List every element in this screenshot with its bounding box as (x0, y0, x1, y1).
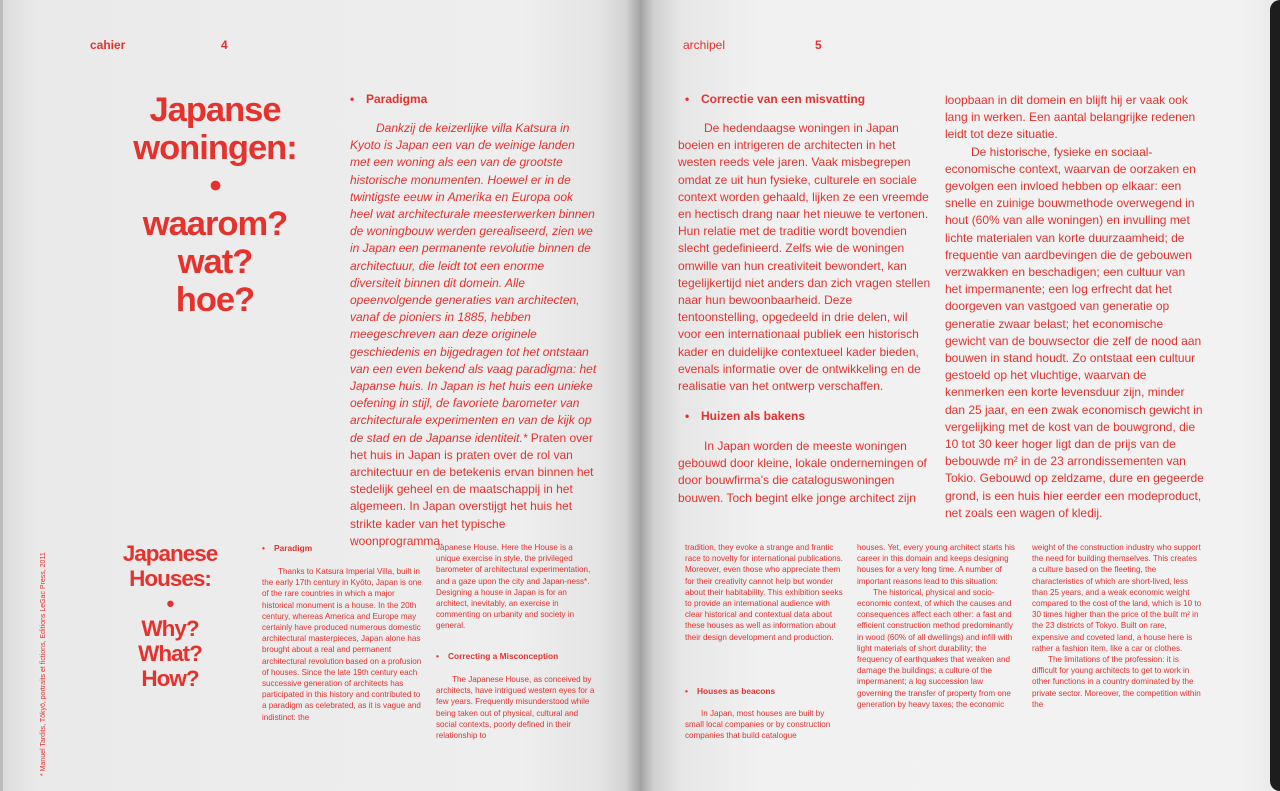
english-paragraph: tradition, they evoke a strange and frantic race to novelty for international publications. Moreover, even those who appreciate them for their creativity cannot help but wonder about their habitability. This exhibition seeks to provide an international audience with clear historical and contextual data about these houses as well as information about their design development and production. (685, 543, 843, 642)
running-header-section: cahier (90, 38, 126, 52)
page-number: 5 (815, 38, 822, 52)
body-paragraph: loopbaan in dit domein en blijft hij er vaak ook lang in werken. Een aantal belangrijke redenen leidt tot deze situatie. (945, 93, 1196, 142)
correctie-body (678, 120, 932, 395)
page-number: 4 (221, 38, 228, 52)
english-column-5 (1032, 542, 1202, 710)
english-heading-beacons: • Houses as beacons (685, 686, 776, 696)
title-line: Houses: (129, 566, 211, 591)
english-column-3-continued (685, 708, 845, 742)
right-page (640, 0, 1280, 791)
paradigma-text: Praten over het huis in Japan is praten over de rol van architectuur en de betekenis ervan binnen het stedelijk geheel en de maatschappij in het algemeen. In Japan overstijgt het huis het strikte kader van het typische woonprogramma. (350, 430, 594, 548)
body-paragraph: De hedendaagse woningen in Japan boeien en intrigeren de architecten in het westen reeds vele jaren. Vaak misbegrepen omdat ze uit hun fysieke, culturele en sociale context worden gehaald, lijken ze een vreemde en hectisch drang naar het nieuwe te vertonen. Hun relatie met de traditie wordt bovendien slecht gedefinieerd. Zelfs wie de woningen omwille van hun creativiteit bewondert, kan tegelijkertijd niet anders dan zich vragen stellen naar hun bewoonbaarheid. Deze tentoonstelling, opgedeeld in drie delen, wil voor een internationaal publiek een historisch kader en duidelijke contextueel kader bieden, evenals informatie over de ontwikkeling en de realisatie van het ontwerp verschaffen. (678, 121, 931, 394)
magazine-edge (1270, 0, 1280, 791)
english-paragraph: Japanese House. Here the House is a unique exercise in style, the privileged barometer of architectural experimentation, and a gaze upon the city and Japan-ness*. Designing a house in Japan is for an architect, inevitably, an exercise in commenting on urbanity and society in general. (436, 543, 591, 631)
english-paragraph: weight of the construction industry who support the need for building themselves. This creates a culture based on the fleeting, the characteristics of which are short-lived, less than 25 years, and a weak economic weight compared to the cost of the land, which is 10 to 30 times higher than the price of the built m² in the 23 districts of Tokyo. Built on rare, expensive and coveted land, a house here is rather a fashion item, like a car or clothes. (1032, 543, 1202, 653)
title-english (100, 541, 240, 691)
english-column-2 (436, 542, 596, 632)
title-line: Japanse (149, 91, 281, 129)
title-line: Japanese (122, 541, 218, 566)
page-edge (0, 0, 3, 791)
bakens-body (678, 438, 932, 507)
title-line: wat? (177, 243, 253, 281)
english-heading-paradigm: • Paradigm (262, 543, 313, 553)
title-line: What? (138, 641, 202, 666)
book-spine-shadow (626, 0, 654, 791)
section-heading-paradigma: • Paradigma (350, 92, 428, 106)
english-paragraph: The limitations of the profession: it is difficult for young architects to get to work in other functions in a country dominated by the private sector. Moreover, the competition within the (1032, 655, 1201, 709)
title-line: woningen: (133, 129, 297, 167)
title-line: Why? (141, 616, 199, 641)
english-paragraph: houses. Yet, every young architect starts his career in this domain and keeps designing houses for a very long time. A number of important reasons lead to this situation: (857, 543, 1015, 586)
english-column-1 (262, 566, 422, 723)
dutch-column-2 (945, 92, 1205, 522)
title-line: waarom? (142, 205, 288, 243)
title-line: How? (141, 666, 199, 691)
paradigma-body (350, 120, 598, 550)
title-line: hoe? (175, 281, 255, 319)
running-header-section: archipel (683, 38, 726, 52)
section-heading-bakens: • Huizen als bakens (685, 409, 806, 423)
title-bullet: • (209, 167, 221, 205)
title-bullet: • (166, 591, 174, 616)
paradigma-intro-italic: Dankzij de keizerlijke villa Katsura in Kyoto is Japan een van de weinige landen met een woning als een van de grootste historische monumenten. Hoewel er in de twintigste eeuw in Amerika en Europa ook heel wat architecturale meesterwerken binnen de woningbouw werden gerealiseerd, zien we in Japan een permanente revolutie binnen de architectuur, die leidt tot een enorme diversiteit binnen dit domein. Alle opeenvolgende generaties van architecten, vanaf de pioniers in 1885, hebben meegeschreven aan deze originele geschiedenis en bijgedragen tot het ontstaan van een even bekend als vaag paradigma: het Japanse huis. In Japan is het huis een unieke oefening in stijl, de favoriete barometer van architecturale experimenten en van de kijk op de stad en de Japanse identiteit.* (350, 121, 597, 445)
english-heading-misconception: • Correcting a Misconception (436, 651, 559, 661)
section-heading-correctie: • Correctie van een misvatting (685, 92, 866, 106)
footnote: * Manuel Tardits, Tōkyō, portraits et fictions, Editions LeGac Press, 2011 (40, 552, 47, 776)
english-column-3 (685, 542, 845, 643)
english-paragraph: In Japan, most houses are built by small local companies or by construction companies that build catalogue (685, 709, 831, 741)
title-dutch (100, 91, 330, 319)
english-paragraph: The historical, physical and socio-economic context, of which the causes and consequences affect each other: a fast and efficient construction method predominantly in wood (60% of all dwellings) and infill with light materials of short durability; the frequency of earthquakes that weaken and damage the buildings; a culture of the impermanent; a log succession law governing the transfer of property from one generation by heavy taxes; the economic (857, 587, 1013, 709)
english-paragraph: Thanks to Katsura Imperial Villa, built in the early 17th century in Kyōto, Japan is one of the rare countries in which a major historical monument is a house. In the 20th century, whereas America and Europe may certainly have produced numerous domestic architectural masterpieces, Japan alone has brought about a real and permanent architectural revolution based on a profusion of houses. Since the late 19th century each successive generation of architects has participated in this history and contributed to a paradigm as celebrated, as it is vague and indistinct: the (262, 567, 422, 722)
body-paragraph: In Japan worden de meeste woningen gebouwd door kleine, lokale ondernemingen of door bouwfirma's die cataloguswoningen bouwen. Toch begint elke jonge architect zijn (678, 439, 927, 505)
english-paragraph: The Japanese House, as conceived by architects, have intrigued western eyes for a few years. Frequently misunderstood while being taken out of physical, cultural and social contexts, poorly defined in their relationship to (436, 675, 595, 741)
english-column-2-continued (436, 674, 596, 741)
english-column-4 (857, 542, 1020, 710)
body-paragraph: De historische, fysieke en sociaal-economische context, waarvan de oorzaken en gevolgen een invloed hebben op elkaar: een snelle en zuinige bouwmethode overwegend in hout (60% van alle woningen) en invulling met lichte materialen van korte duurzaamheid; de frequentie van aardbevingen die de gebouwen verzwakken en beschadigen; een cultuur van het impermanente; een log erfrecht dat het doorgeven van vastgoed van generatie op generatie zwaar belast; het economische gewicht van de bouwsector die zelf de nood aan bouwen in stand houdt. Zo ontstaat een cultuur gestoeld op het vluchtige, waarvan de kenmerken een korte levensduur zijn, minder dan 25 jaar, en een zwak economisch gewicht in vergelijking met de kost van de bouwgrond, die 10 tot 30 keer hoger ligt dan de prijs van de bebouwde m² in de 23 arrondissementen van Tokio. Gebouwd op zeldzame, dure en gegeerde grond, is een huis hier eerder een modeproduct, net zoals een wagen of kledij. (945, 144, 1204, 520)
